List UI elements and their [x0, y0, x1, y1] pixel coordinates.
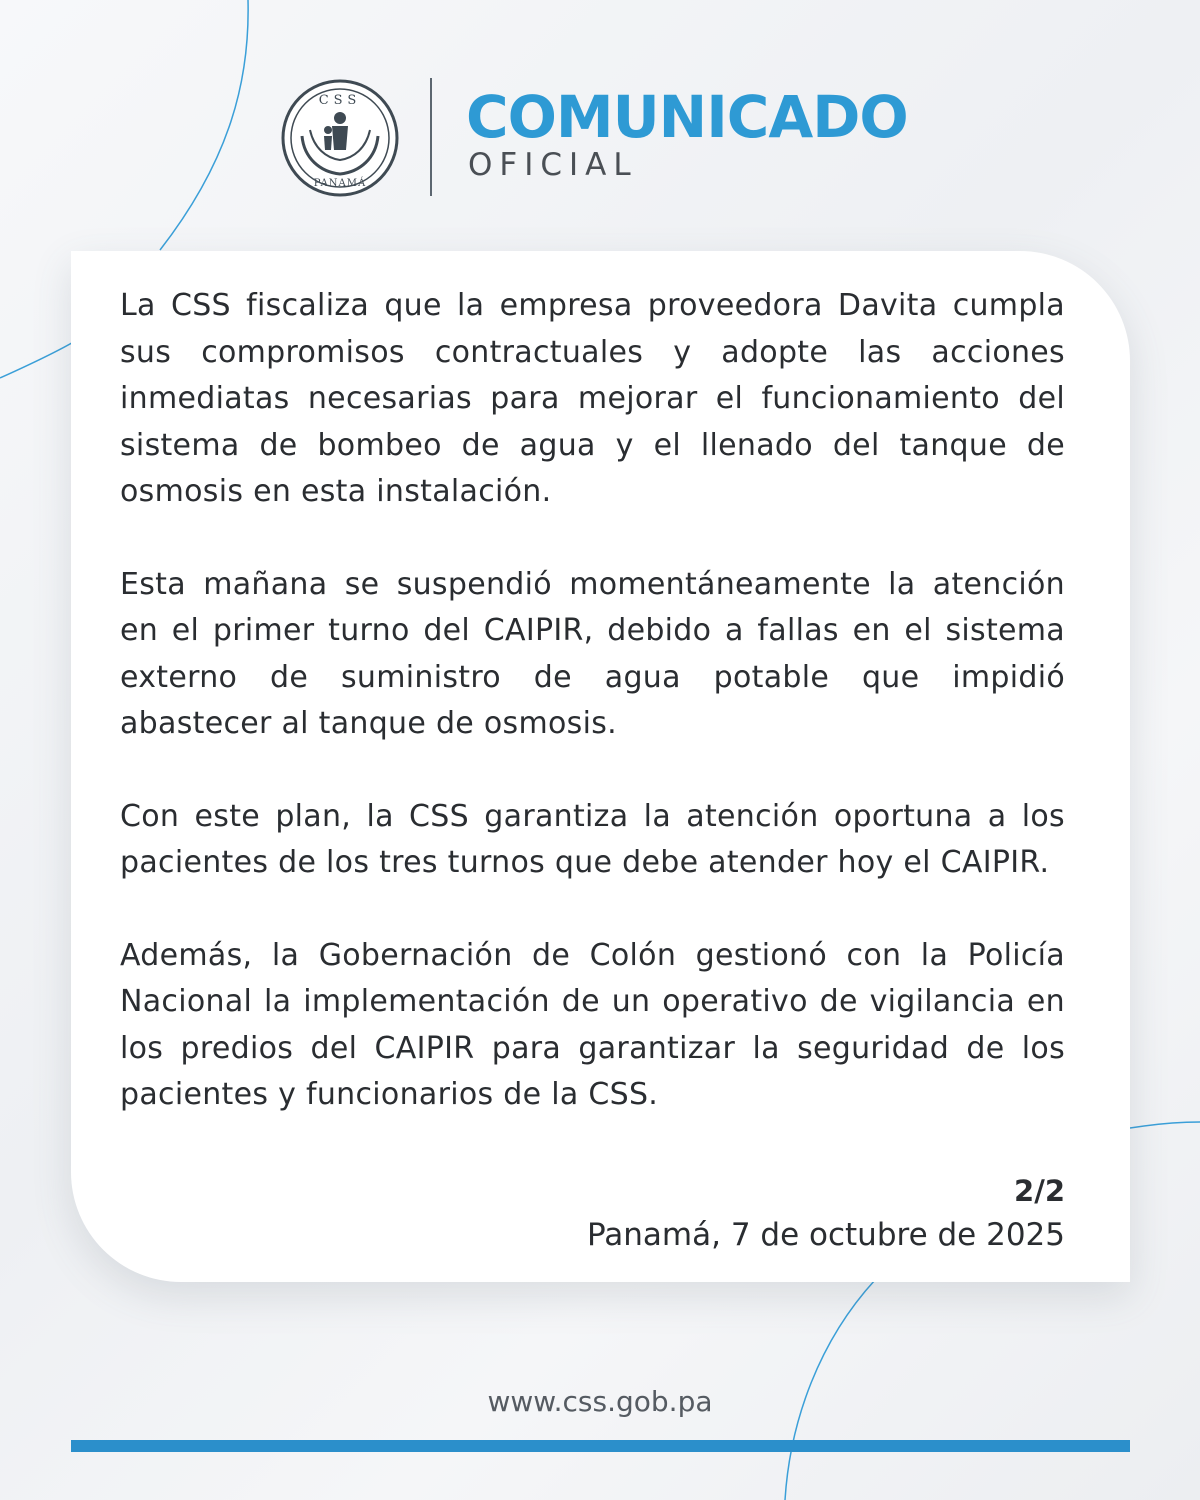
seal-top-text: CSS — [318, 93, 362, 108]
statement-body — [120, 283, 1065, 1165]
statement-paragraph: Además, la Gobernación de Colón gestionó con la Policía Nacional la implementación de un operativo de vigilancia en los predios del CAIPIR para garantizar la seguridad de los pacientes y funcionarios de la CSS. — [120, 937, 1065, 1112]
statement-card — [71, 251, 1130, 1282]
page-title: COMUNICADO — [466, 83, 908, 151]
css-seal-logo — [280, 78, 400, 198]
statement-paragraph: La CSS fiscaliza que la empresa proveedora Davita cumpla sus compromisos contractuales y adopte las acciones inmediatas necesarias para mejorar el funcionamiento del sistema de bombeo de agua y el llenado del tanque de osmosis en esta instalación. — [120, 288, 1065, 509]
seal-bottom-text: PANAMÁ — [313, 178, 367, 189]
website-url: www.css.gob.pa — [487, 1385, 713, 1418]
statement-date: Panamá, 7 de octubre de 2025 — [586, 1217, 1065, 1253]
statement-paragraph: Esta mañana se suspendió momentáneamente la atención en el primer turno del CAIPIR, debido a fallas en el sistema externo de suministro de agua potable que impidió abastecer al tanque de osmosis. — [120, 566, 1065, 741]
page-subtitle: OFICIAL — [468, 147, 638, 183]
statement-paragraph: Con este plan, la CSS garantiza la atención oportuna a los pacientes de los tres turnos que debe atender hoy el CAIPIR. — [120, 798, 1065, 880]
footer-bar — [71, 1440, 1130, 1452]
header-divider — [430, 78, 432, 196]
page-number: 2/2 — [1014, 1174, 1065, 1208]
header — [280, 78, 980, 198]
